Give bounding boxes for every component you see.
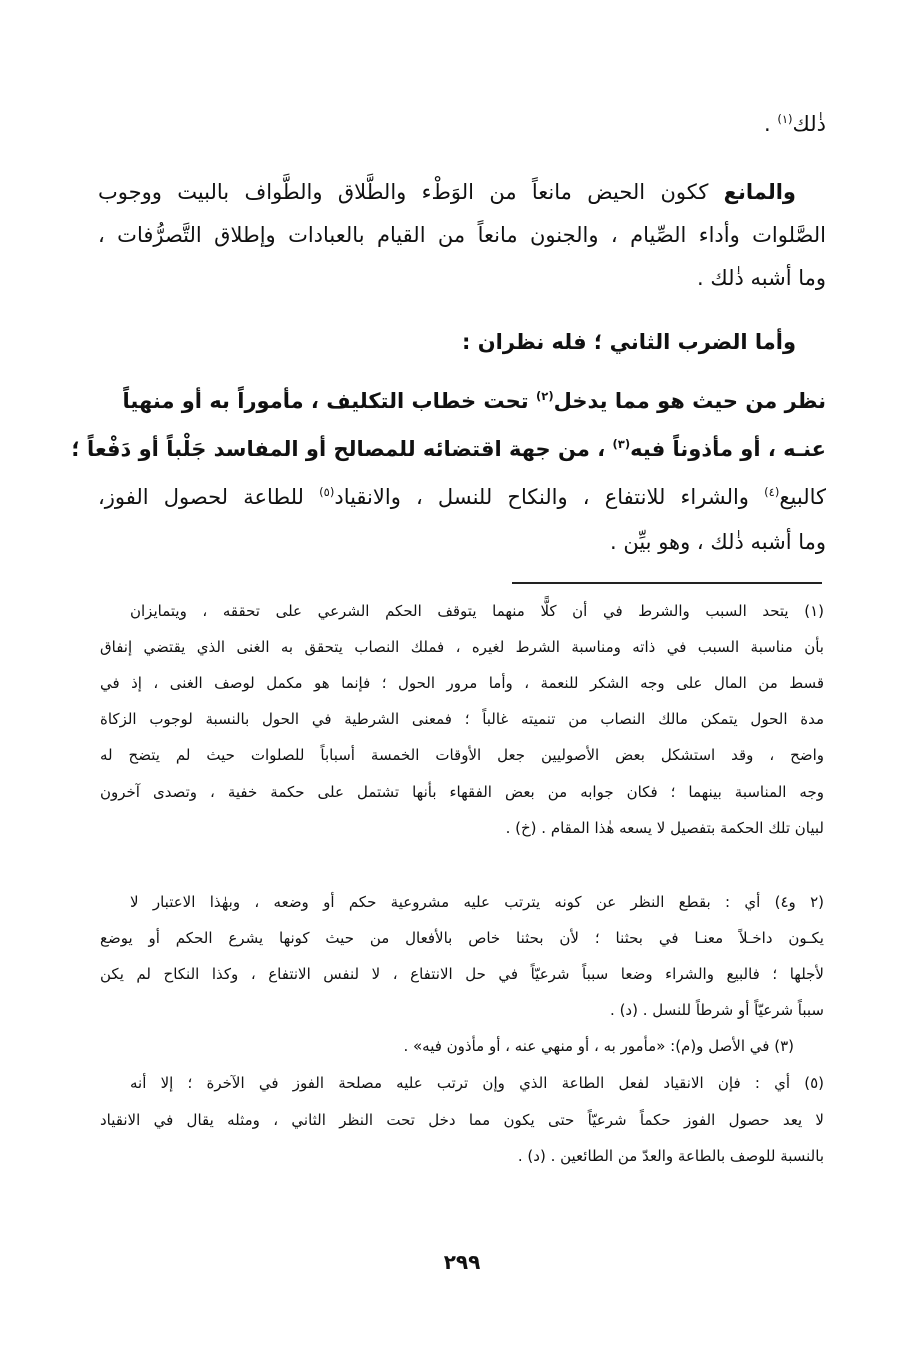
text: للطاعة لحصول الفوز، [98, 485, 320, 509]
text: ، من جهة اقتضائه للمصالح أو المفاسد جَلْباً أو دَفْعاً ؛ [71, 437, 613, 461]
footnote-line: وجه المناسبة بينهما ؛ فكان جوابه من بعض الفقهاء بأنها تشتمل على حكمة خفية ، وتصدى آخرون [100, 783, 824, 801]
footnote-line: (١) يتحد السبب والشرط في أن كلًّا منهما يتوقف الحكم الشرعي على تحققه ، ويتمايزان [130, 602, 824, 620]
footnote-ref: (٣) [612, 437, 631, 451]
text: تحت خطاب التكليف ، مأموراً به أو منهياً [122, 389, 536, 413]
text: كالبيع [779, 485, 826, 509]
footnote-line: مدة الحول يتمكن مالك النصاب من تنميته غالباً ؛ فمعنى الشرطية في الحول بالنسبة لوجوب الزكاة [100, 710, 824, 728]
footnote-separator [512, 582, 822, 584]
text: . [763, 112, 778, 136]
footnote-ref: (٤) [764, 485, 780, 499]
text: ككون الحيض مانعاً من الوَطْء والطَّلاق والطَّواف بالبيت ووجوب [98, 180, 724, 204]
footnote-line: سبباً شرعيّاً أو شرطاً للنسل . (د) . [610, 1001, 824, 1019]
text: والشراء للانتفاع ، والنكاح للنسل ، والانقياد [334, 485, 765, 509]
page-number: ٢٩٩ [443, 1250, 481, 1274]
text: ؛ فله نظران : [461, 330, 610, 354]
main-line-7 [71, 437, 826, 461]
text: ذٰلك [792, 112, 826, 136]
footnote-line: بالنسبة للوصف بالطاعة والعدّ من الطائعين . (د) . [517, 1147, 824, 1165]
bold-term: وأما الضرب الثاني [609, 330, 796, 354]
main-line-3: الصَّلوات وأداء الصِّيام ، والجنون مانعاً من القيام بالعبادات وإطلاق التَّصرُّفات ، [98, 223, 826, 247]
footnote-line: لبيان تلك الحكمة بتفصيل لا يسعه هٰذا المقام . (خ) . [505, 819, 824, 837]
main-line-9: وما أشبه ذٰلك ، وهو بيِّن . [610, 530, 826, 554]
main-line-4: وما أشبه ذٰلك . [697, 266, 826, 290]
text: عنـه ، أو مأذوناً فيه [630, 437, 826, 461]
footnote-ref: (٢) [535, 389, 554, 403]
footnote-line: واضح ، وقد استشكل بعض الأصوليين جعل الأوقات الخمسة أسباباً للصلوات حيث لم يتضح له [100, 746, 824, 764]
footnote-line: لأجلها ؛ فالبيع والشراء وضعا سبباً شرعيّاً في حل الانتفاع ، لا لنفس الانتفاع ، وكذا النكاح لم يكن [100, 965, 824, 983]
footnote-ref: (١) [777, 112, 793, 126]
footnote-ref: (٥) [319, 485, 335, 499]
main-line-6 [122, 389, 826, 413]
section-heading [68, 330, 796, 354]
footnote-line: (٢ و٤) أي : بقطع النظر عن كونه يترتب عليه مشروعية حكم أو وضعه ، وبهٰذا الاعتبار لا [130, 893, 825, 911]
footnote-line: (٥) أي : فإن الانقياد لفعل الطاعة الذي وإن ترتب عليه مصلحة الفوز في الآخرة ؛ إلا أنه [130, 1074, 824, 1092]
footnote-line: يكـون داخـلاً معنـا في بحثنا ؛ لأن بحثنا خاص بالأفعال من حيث كونها يشرع الحكم أو يوضع [100, 929, 824, 947]
bold-term: والمانع [723, 180, 796, 204]
footnote-line: (٣) في الأصل و(م): «مأمور به ، أو منهي عنه ، أو مأذون فيه» . [403, 1037, 794, 1055]
text: نظر من حيث هو مما يدخل [553, 389, 826, 413]
main-line-1 [98, 112, 826, 136]
main-line-8 [98, 485, 826, 509]
footnote-line: لا يعد حصول الفوز حكماً شرعيّاً حتى يكون مما دخل تحت النظر الثاني ، ومثله يقال في الانقياد [100, 1111, 824, 1129]
main-line-2 [98, 180, 826, 204]
footnote-line: بأن مناسبة السبب في ذاته ومناسبة الشرط لغيره ، فملك النصاب يتحقق به الغنى الذي يقتضي إنفاق [100, 638, 824, 656]
footnote-line: قسط من المال على وجه الشكر للنعمة ، وأما مرور الحول ؛ فإنما هو مكمل لوصف الغنى ، إذ في [100, 674, 824, 692]
